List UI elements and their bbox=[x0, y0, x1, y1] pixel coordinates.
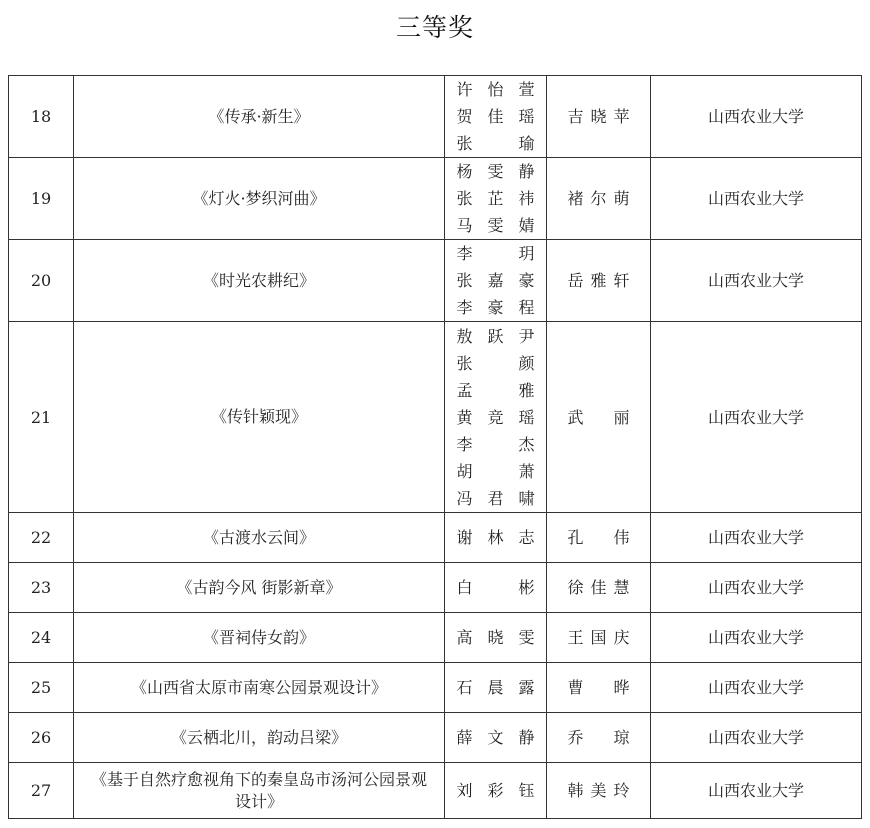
table-row bbox=[9, 563, 862, 613]
school-name: 山西农业大学 bbox=[651, 158, 862, 240]
project-title: 《传针颖现》 bbox=[74, 322, 445, 513]
row-number: 24 bbox=[9, 613, 74, 663]
members-cell bbox=[445, 613, 547, 663]
row-number: 21 bbox=[9, 322, 74, 513]
table-row bbox=[9, 513, 862, 563]
teacher-cell bbox=[547, 663, 651, 713]
awards-table bbox=[8, 75, 862, 819]
member-name: 谢林志 bbox=[456, 528, 535, 547]
member-name: 张瑜 bbox=[456, 134, 535, 153]
row-number: 22 bbox=[9, 513, 74, 563]
school-name: 山西农业大学 bbox=[651, 563, 862, 613]
project-title: 《时光农耕纪》 bbox=[74, 240, 445, 322]
row-number: 27 bbox=[9, 763, 74, 819]
member-name: 李玥 bbox=[456, 244, 535, 263]
teacher-cell bbox=[547, 563, 651, 613]
member-name: 石晨露 bbox=[456, 678, 535, 697]
members-cell bbox=[445, 158, 547, 240]
table-row bbox=[9, 713, 862, 763]
row-number: 23 bbox=[9, 563, 74, 613]
table-row bbox=[9, 240, 862, 322]
table-row bbox=[9, 322, 862, 513]
school-name: 山西农业大学 bbox=[651, 76, 862, 158]
teacher-name: 韩美玲 bbox=[567, 781, 630, 800]
table-row bbox=[9, 763, 862, 819]
project-title: 《云栖北川，韵动吕梁》 bbox=[74, 713, 445, 763]
teacher-cell bbox=[547, 613, 651, 663]
members-cell bbox=[445, 563, 547, 613]
members-cell bbox=[445, 322, 547, 513]
project-title: 《古渡水云间》 bbox=[74, 513, 445, 563]
member-name: 孟雅 bbox=[456, 380, 535, 400]
member-name: 黄竞瑶 bbox=[456, 407, 535, 427]
members-cell bbox=[445, 240, 547, 322]
teacher-cell bbox=[547, 76, 651, 158]
table-row bbox=[9, 76, 862, 158]
member-name: 高晓雯 bbox=[456, 628, 535, 647]
project-title: 《晋祠侍女韵》 bbox=[74, 613, 445, 663]
project-title: 《基于自然疗愈视角下的秦皇岛市汤河公园景观设计》 bbox=[74, 763, 445, 819]
teacher-cell bbox=[547, 158, 651, 240]
row-number: 26 bbox=[9, 713, 74, 763]
member-name: 李豪程 bbox=[456, 298, 535, 317]
page-title: 三等奖 bbox=[395, 13, 474, 42]
teacher-cell bbox=[547, 713, 651, 763]
table-row bbox=[9, 158, 862, 240]
teacher-cell bbox=[547, 763, 651, 819]
school-name: 山西农业大学 bbox=[651, 713, 862, 763]
row-number: 20 bbox=[9, 240, 74, 322]
member-name: 敖跃尹 bbox=[456, 326, 535, 346]
teacher-name: 吉晓苹 bbox=[567, 107, 630, 126]
project-title: 《古韵今风 街影新章》 bbox=[74, 563, 445, 613]
school-name: 山西农业大学 bbox=[651, 763, 862, 819]
teacher-cell bbox=[547, 513, 651, 563]
table-row bbox=[9, 663, 862, 713]
member-name: 张嘉豪 bbox=[456, 271, 535, 290]
member-name: 刘彩钰 bbox=[456, 781, 535, 800]
teacher-name: 曹晔 bbox=[567, 678, 630, 697]
row-number: 25 bbox=[9, 663, 74, 713]
school-name: 山西农业大学 bbox=[651, 613, 862, 663]
members-cell bbox=[445, 76, 547, 158]
row-number: 18 bbox=[9, 76, 74, 158]
project-title: 《灯火·梦织河曲》 bbox=[74, 158, 445, 240]
project-title: 《山西省太原市南寒公园景观设计》 bbox=[74, 663, 445, 713]
member-name: 马雯婧 bbox=[456, 216, 535, 235]
member-name: 胡萧 bbox=[456, 461, 535, 481]
row-number: 19 bbox=[9, 158, 74, 240]
school-name: 山西农业大学 bbox=[651, 240, 862, 322]
member-name: 张芷祎 bbox=[456, 189, 535, 208]
teacher-name: 王国庆 bbox=[567, 628, 630, 647]
member-name: 许怡萱 bbox=[456, 80, 535, 99]
teacher-name: 岳雅轩 bbox=[567, 271, 630, 290]
members-cell bbox=[445, 713, 547, 763]
teacher-name: 乔琼 bbox=[567, 728, 630, 747]
members-cell bbox=[445, 513, 547, 563]
members-cell bbox=[445, 763, 547, 819]
members-cell bbox=[445, 663, 547, 713]
member-name: 贺佳瑶 bbox=[456, 107, 535, 126]
teacher-cell bbox=[547, 240, 651, 322]
school-name: 山西农业大学 bbox=[651, 663, 862, 713]
project-title: 《传承·新生》 bbox=[74, 76, 445, 158]
school-name: 山西农业大学 bbox=[651, 513, 862, 563]
teacher-name: 徐佳慧 bbox=[567, 578, 630, 597]
school-name: 山西农业大学 bbox=[651, 322, 862, 513]
member-name: 薛文静 bbox=[456, 728, 535, 747]
member-name: 杨雯静 bbox=[456, 162, 535, 181]
member-name: 李杰 bbox=[456, 434, 535, 454]
member-name: 白彬 bbox=[456, 578, 535, 597]
member-name: 冯君啸 bbox=[456, 488, 535, 508]
member-name: 张颜 bbox=[456, 353, 535, 373]
table-row bbox=[9, 613, 862, 663]
teacher-name: 武丽 bbox=[567, 407, 630, 427]
teacher-cell bbox=[547, 322, 651, 513]
teacher-name: 孔伟 bbox=[567, 528, 630, 547]
teacher-name: 褚尔萌 bbox=[567, 189, 630, 208]
